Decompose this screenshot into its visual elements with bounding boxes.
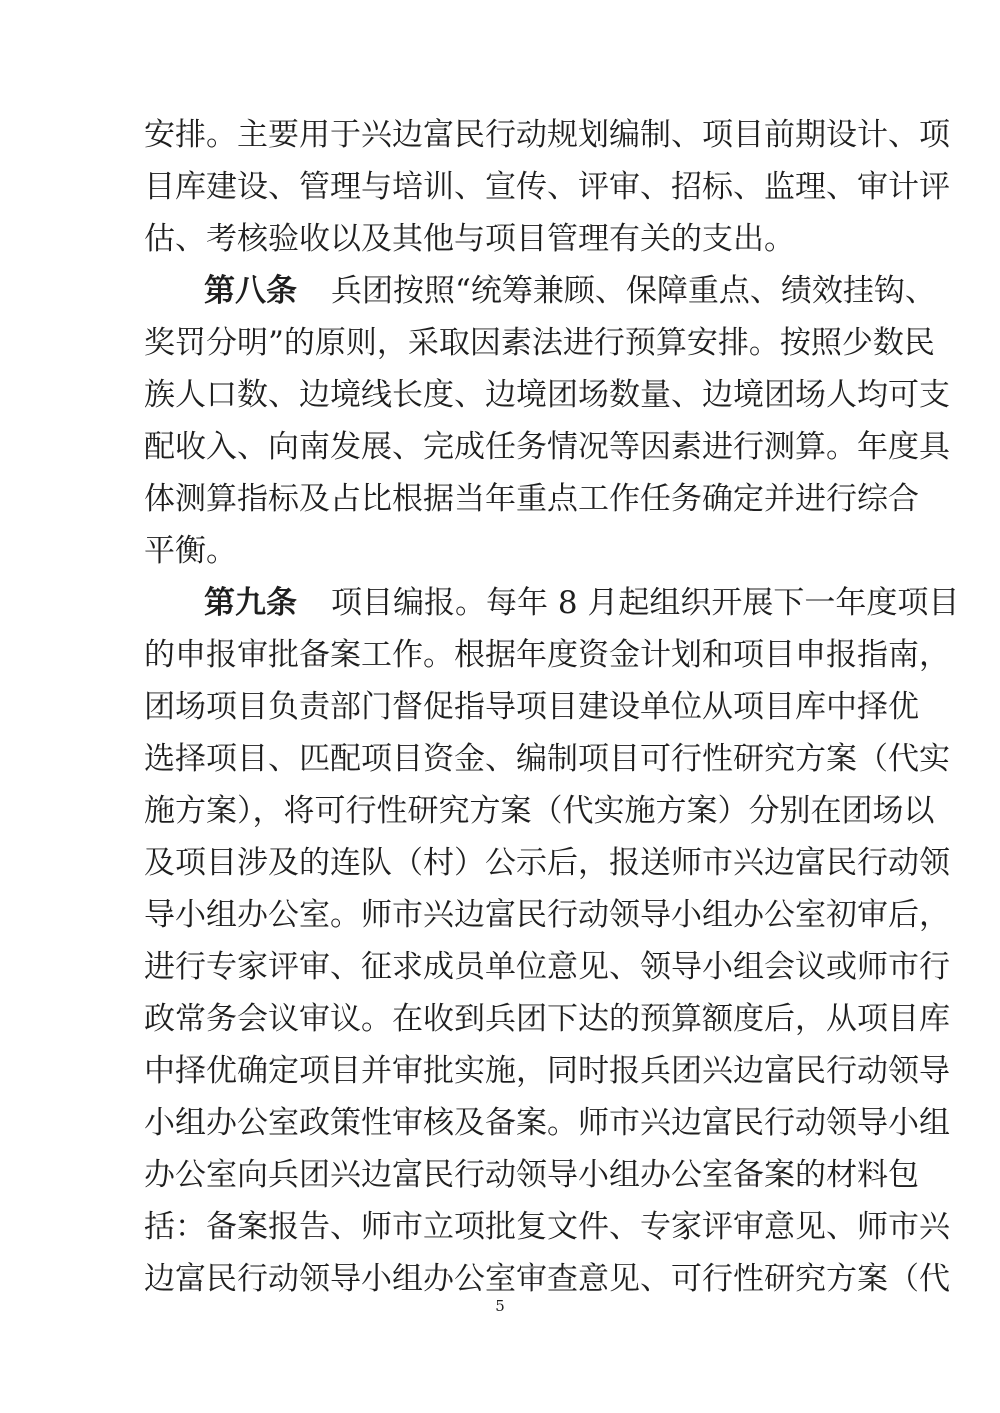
article-8-first-line <box>204 271 936 311</box>
text-line: 团场项目负责部门督促指导项目建设单位从项目库中择优 <box>144 689 919 725</box>
page-number: 5 <box>495 1297 505 1315</box>
text-line: 政常务会议审议。在收到兵团下达的预算额度后，从项目库 <box>144 1001 950 1037</box>
article-8-heading: 第八条 <box>204 273 297 309</box>
text-line: 导小组办公室。师市兴边富民行动领导小组办公室初审后， <box>144 897 950 933</box>
text-line: 估、考核验收以及其他与项目管理有关的支出。 <box>144 221 795 257</box>
article-9-heading: 第九条 <box>204 585 297 621</box>
text-line: 办公室向兵团兴边富民行动领导小组办公室备案的材料包 <box>144 1157 919 1193</box>
text-line: 中择优确定项目并审批实施，同时报兵团兴边富民行动领导 <box>144 1053 950 1089</box>
text-line: 的申报审批备案工作。根据年度资金计划和项目申报指南， <box>144 637 950 673</box>
text-line: 奖罚分明”的原则，采取因素法进行预算安排。按照少数民 <box>144 325 935 361</box>
text-line: 目库建设、管理与培训、宣传、评审、招标、监理、审计评 <box>144 169 950 205</box>
text-line: 体测算指标及占比根据当年重点工作任务确定并进行综合 <box>144 481 919 517</box>
text-line: 平衡。 <box>144 533 237 569</box>
text-line: 小组办公室政策性审核及备案。师市兴边富民行动领导小组 <box>144 1105 950 1141</box>
text-line: 括：备案报告、师市立项批复文件、专家评审意见、师市兴 <box>144 1209 950 1245</box>
text-line: 选择项目、匹配项目资金、编制项目可行性研究方案（代实 <box>144 741 950 777</box>
article-9-first-text: 项目编报。每年 8 月起组织开展下一年度项目 <box>331 585 960 621</box>
text-line: 族人口数、边境线长度、边境团场数量、边境团场人均可支 <box>144 377 950 413</box>
article-9-first-line <box>204 583 960 623</box>
text-line: 施方案），将可行性研究方案（代实施方案）分别在团场以 <box>144 793 935 829</box>
text-line: 配收入、向南发展、完成任务情况等因素进行测算。年度具 <box>144 429 950 465</box>
text-line: 安排。主要用于兴边富民行动规划编制、项目前期设计、项 <box>144 117 950 153</box>
text-line: 及项目涉及的连队（村）公示后，报送师市兴边富民行动领 <box>144 845 950 881</box>
text-line: 进行专家评审、征求成员单位意见、领导小组会议或师市行 <box>144 949 950 985</box>
article-8-first-text: 兵团按照“统筹兼顾、保障重点、绩效挂钩、 <box>331 273 936 309</box>
text-line: 边富民行动领导小组办公室审查意见、可行性研究方案（代 <box>144 1261 950 1297</box>
